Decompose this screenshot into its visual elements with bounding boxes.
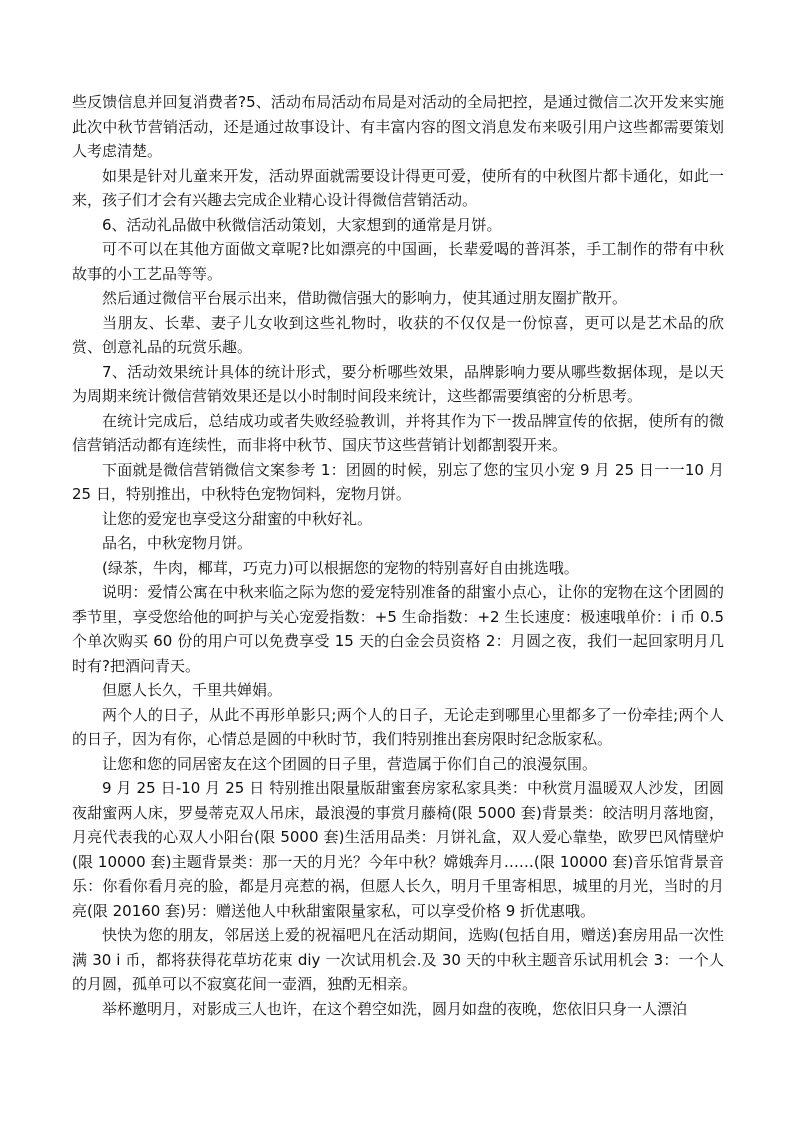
paragraph: (绿茶，牛肉，椰茸，巧克力)可以根据您的宠物的特别喜好自由挑选哦。 (102, 558, 579, 577)
paragraph: 些反馈信息并回复消费者?5、活动布局活动布局是对活动的全局把控，是通过微信二次开发来实施此次中秋节营销活动，还是通过故事设计、有丰富内容的图文消息发布来吸引用户这些都需要策划人考虑清楚。 (72, 93, 724, 160)
document-page (72, 90, 724, 1021)
paragraph: 品名，中秋宠物月饼。 (102, 534, 253, 552)
paragraph: 但愿人长久，千里共婵娟。 (102, 681, 283, 699)
paragraph: 下面就是微信营销微信文案参考 1：团圆的时候，别忘了您的宝贝小宠 9 月 25 日一一10 月 25 日，特别推出，中秋特色宠物饲料，宠物月饼。 (72, 460, 724, 503)
paragraph: 然后通过微信平台展示出来，借助微信强大的影响力，使其通过朋友圈扩散开。 (102, 289, 628, 307)
paragraph: 两个人的日子，从此不再形单影只;两个人的日子，无论走到哪里心里都多了一份牵挂;两个人的日子，因为有你，心情总是圆的中秋时节，我们特别推出套房限时纪念版家私。 (72, 705, 724, 748)
paragraph: 说明：爱情公寓在中秋来临之际为您的爱宠特别准备的甜蜜小点心，让你的宠物在这个团圆的季节里，享受您给他的呵护与关心宠爱指数：+5 生命指数：+2 生长速度：极速哦单价：i 币 0.5 个单次购买 60 份的用户可以免费享受 15 天的白金会员资格 2：月圆之夜，我们一起回家明月几时有?把酒问青天。 (72, 583, 724, 675)
paragraph: 9 月 25 日-10 月 25 日 特别推出限量版甜蜜套房家私家具类：中秋赏月温暖双人沙发，团圆夜甜蜜两人床，罗曼蒂克双人吊床，最浪漫的事赏月藤椅(限 5000 套)背景类：皎洁明月落地窗，月亮代表我的心双人小阳台(限 5000 套)生活用品类：月饼礼盒，双人爱心靠垫，欧罗巴风情壁炉 (限 10000 套)主题背景类：那一天的月光？今年中秋？嫦娥奔月……(限 10000 套)音乐馆背景音乐：你看你看月亮的脸，都是月亮惹的祸，但愿人长久，明月千里寄相思，城里的月光，当时的月亮(限 20160 套)另：赠送他人中秋甜蜜限量家私，可以享受价格 9 折优惠哦。 (72, 779, 724, 920)
paragraph: 7、活动效果统计具体的统计形式，要分析哪些效果，品牌影响力要从哪些数据体现，是以天为周期来统计微信营销效果还是以小时制时间段来统计，这些都需要缜密的分析思考。 (72, 362, 724, 405)
paragraph: 如果是针对儿童来开发，活动界面就需要设计得更可爱，使所有的中秋图片都卡通化，如此一来，孩子们才会有兴趣去完成企业精心设计得微信营销活动。 (72, 166, 724, 209)
paragraph: 举杯邀明月，对影成三人也许，在这个碧空如洗，圆月如盘的夜晚，您依旧只身一人漂泊 (102, 999, 688, 1018)
paragraph: 可不可以在其他方面做文章呢?比如漂亮的中国画，长辈爱喝的普洱茶，手工制作的带有中秋故事的小工艺品等等。 (72, 240, 724, 283)
paragraph: 6、活动礼品做中秋微信活动策划，大家想到的通常是月饼。 (102, 215, 502, 234)
paragraph: 快快为您的朋友，邻居送上爱的祝福吧凡在活动期间，选购(包括自用，赠送)套房用品一次性满 30 i 币，都将获得花草坊花束 diy 一次试用机会.及 30 天的中秋主题音乐试用机会 3：一个人的月圆，孤单可以不寂寞花间一壶酒，独酌无相亲。 (72, 926, 724, 993)
paragraph: 在统计完成后，总结成功或者失败经验教训，并将其作为下一拨品牌宣传的依据，使所有的微信营销活动都有连续性，而非将中秋节、国庆节这些营销计划都割裂开来。 (72, 411, 724, 454)
paragraph: 当朋友、长辈、妻子儿女收到这些礼物时，收获的不仅仅是一份惊喜，更可以是艺术品的欣赏、创意礼品的玩赏乐趣。 (72, 313, 724, 356)
paragraph: 让您和您的同居密友在这个团圆的日子里，营造属于你们自己的浪漫氛围。 (102, 754, 598, 773)
paragraph: 让您的爱宠也享受这分甜蜜的中秋好礼。 (102, 509, 373, 528)
